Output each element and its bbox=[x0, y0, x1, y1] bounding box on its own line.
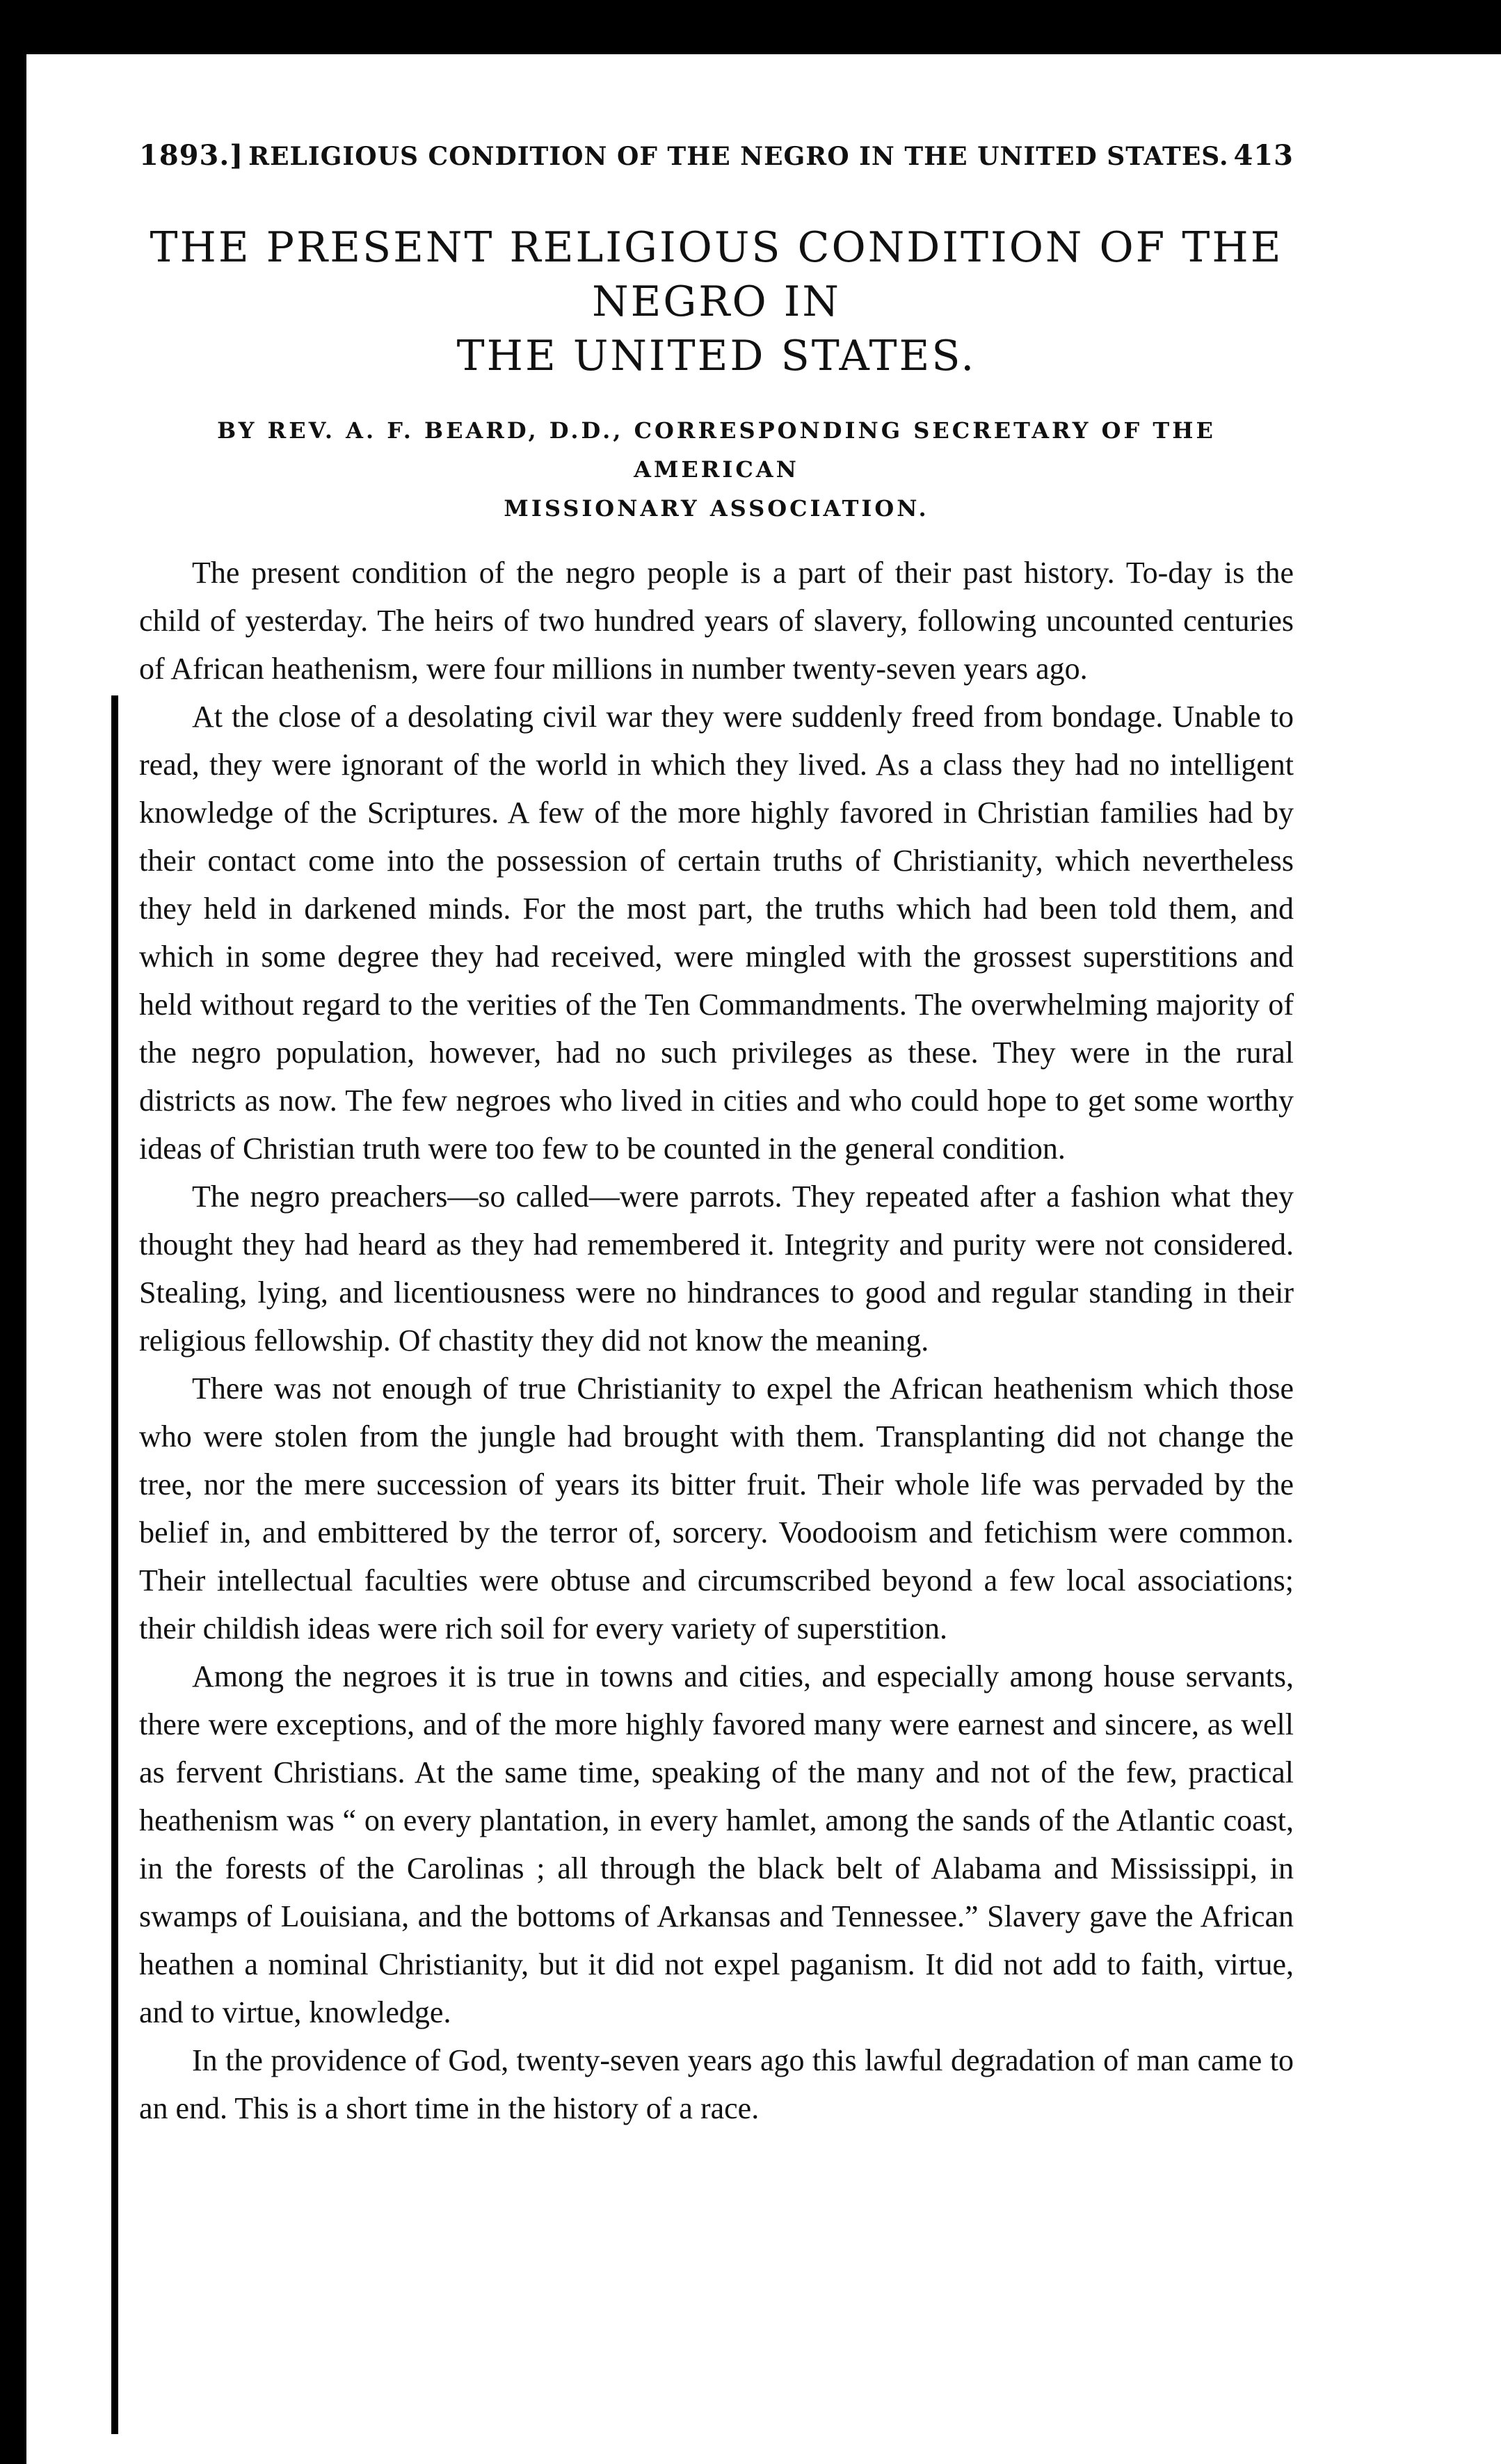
byline-line-2: MISSIONARY ASSOCIATION. bbox=[504, 495, 929, 522]
article-title bbox=[139, 220, 1294, 383]
paragraph-6: In the providence of God, twenty-seven years ago this lawful degradation of man came to an end. This is a short time in the history of a race. bbox=[139, 2043, 1294, 2125]
paragraph-3: The negro preachers—so called—were parrots. They repeated after a fashion what they thought they had heard as they had remembered it. Integrity and purity were not considered. Stealing, lying, and licentiousness were no hindrances to good and regular standing in their religious fellowship. Of chastity they did not know the meaning. bbox=[139, 1179, 1294, 1358]
scan-border-left bbox=[0, 0, 26, 2464]
paragraph-4: There was not enough of true Christianity to expel the African heathenism which those who were stolen from the jungle had brought with them. Transplanting did not change the tree, nor the mere succession of years its bitter fruit. Their whole life was pervaded by the belief in, and embittered by the terror of, sorcery. Voodooism and fetichism were common. Their intellectual faculties were obtuse and circumscribed beyond a few local associations; their childish ideas were rich soil for every variety of superstition. bbox=[139, 1371, 1294, 1645]
page-number: 413 bbox=[1233, 139, 1294, 172]
byline bbox=[139, 411, 1294, 528]
paragraph-1: The present condition of the negro people is a part of their past history. To-day is the child of yesterday. The heirs of two hundred years of slavery, following uncounted centuries of African heathenism, were four millions in number twenty-seven years ago. bbox=[139, 556, 1294, 686]
scan-gutter-line bbox=[111, 695, 118, 2434]
byline-line-1: BY REV. A. F. BEARD, D.D., CORRESPONDING SECRETARY OF THE AMERICAN bbox=[217, 417, 1216, 483]
running-head-title: RELIGIOUS CONDITION OF THE NEGRO IN THE UNITED STATES. bbox=[248, 142, 1229, 171]
paragraph-5: Among the negroes it is true in towns and cities, and especially among house servants, there were exceptions, and of the more highly favored many were earnest and sincere, as well as fervent Christians. At the same time, speaking of the many and not of the few, practical heathenism was “ on every plantation, in every hamlet, among the sands of the Atlantic coast, in the forests of the Carolinas ; all through the black belt of Alabama and Mississippi, in swamps of Louisiana, and the bottoms of Arkansas and Tennessee.” Slavery gave the African heathen a nominal Christianity, but it did not expel paganism. It did not add to faith, virtue, and to virtue, knowledge. bbox=[139, 1659, 1294, 2029]
running-head bbox=[139, 139, 1294, 172]
article-title-line-1: THE PRESENT RELIGIOUS CONDITION OF THE NEGRO IN bbox=[150, 223, 1283, 326]
article-body bbox=[139, 549, 1294, 2132]
running-head-year: 1893.] bbox=[139, 139, 244, 172]
scan-border-top bbox=[0, 0, 1501, 54]
article-title-line-2: THE UNITED STATES. bbox=[456, 332, 977, 380]
document-page bbox=[139, 139, 1294, 2132]
paragraph-2: At the close of a desolating civil war they were suddenly freed from bondage. Unable to read, they were ignorant of the world in which they lived. As a class they had no intelligent knowledge of the Scriptures. A few of the more highly favored in Christian families had by their contact come into the possession of certain truths of Christianity, which nevertheless they held in darkened minds. For the most part, the truths which had been told them, and which in some degree they had received, were mingled with the grossest superstitions and held without regard to the verities of the Ten Commandments. The overwhelming majority of the negro population, however, had no such privileges as these. They were in the rural districts as now. The few negroes who lived in cities and who could hope to get some worthy ideas of Christian truth were too few to be counted in the general condition. bbox=[139, 700, 1294, 1166]
